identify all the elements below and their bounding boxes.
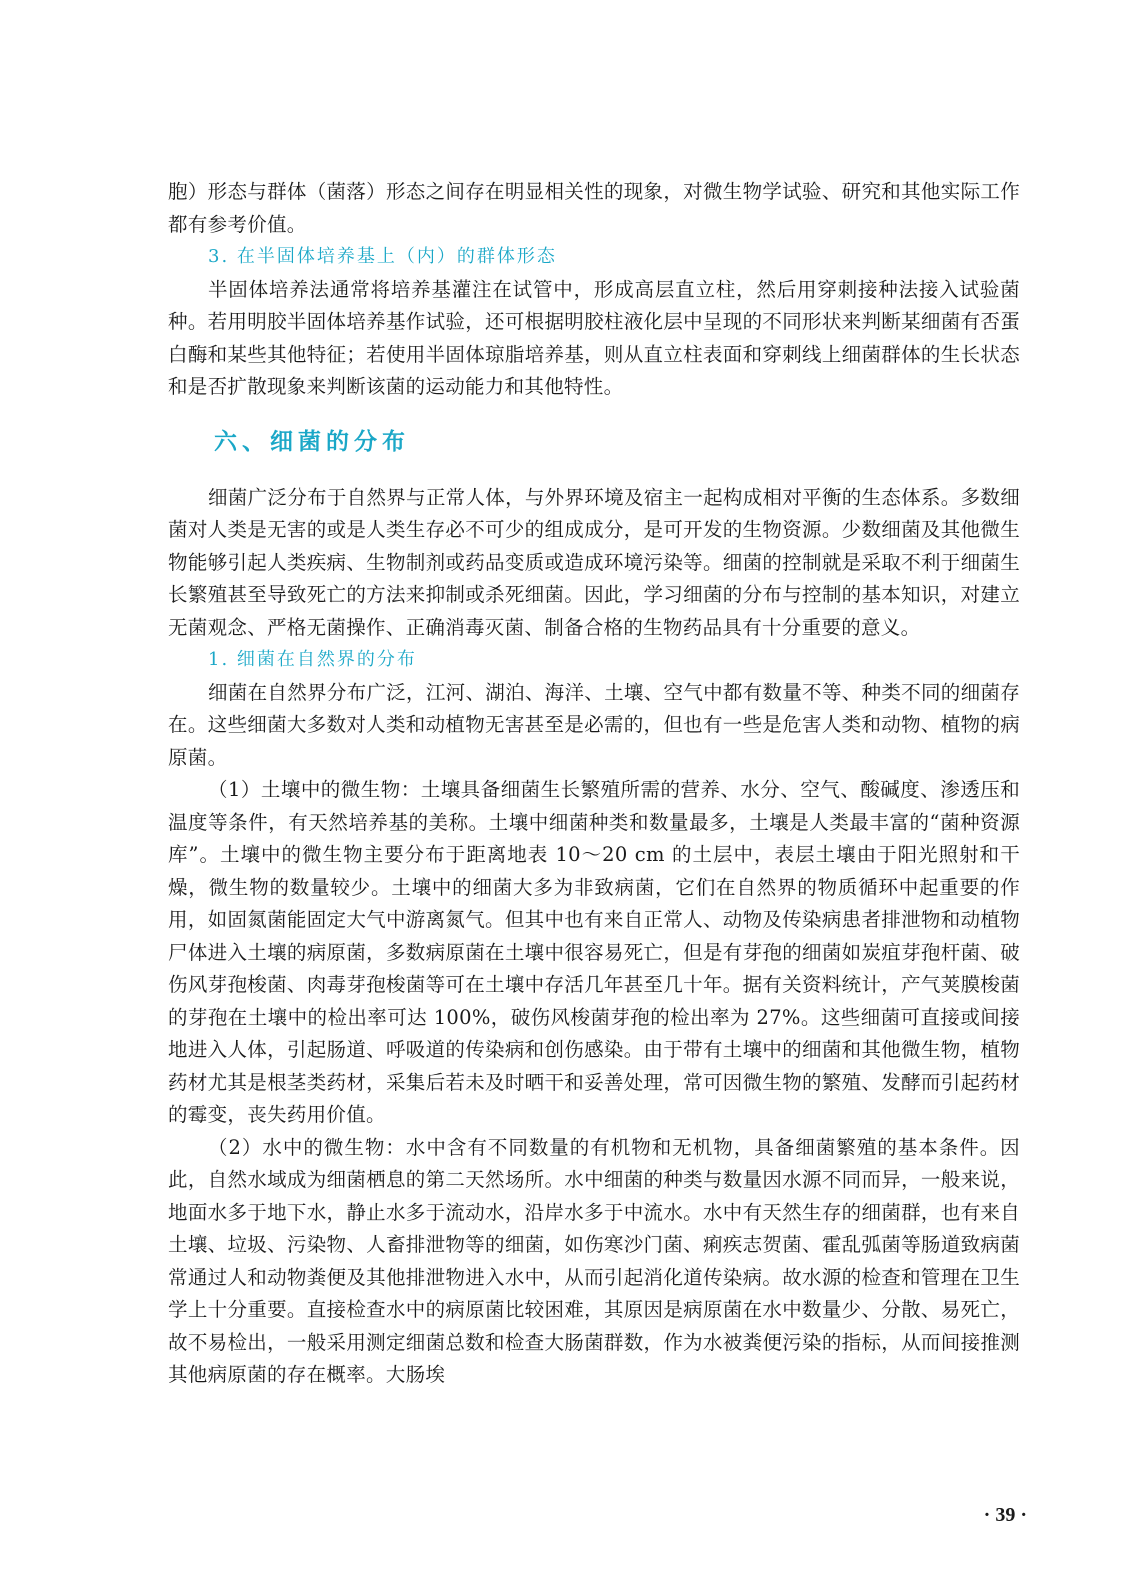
subheading-semisolid: 3. 在半固体培养基上（内）的群体形态 bbox=[208, 246, 557, 267]
paragraph-soil: （1）土壤中的微生物：土壤具备细菌生长繁殖所需的营养、水分、空气、酸碱度、渗透压和温度等条件，有天然培养基的美称。土壤中细菌种类和数量最多，土壤是人类最丰富的“菌种资源库”。土壤中的微生物主要分布于距离地表 10～20 cm 的土层中，表层土壤由于阳光照射和干燥，微生物的数量较少。土壤中的细菌大多为非致病菌，它们在自然界的物质循环中起重要的作用，如固氮菌能固定大气中游离氮气。但其中也有来自正常人、动物及传染病患者排泄物和动植物尸体进入土壤的病原菌，多数病原菌在土壤中很容易死亡，但是有芽孢的细菌如炭疽芽孢杆菌、破伤风芽孢梭菌、肉毒芽孢梭菌等可在土壤中存活几年甚至几十年。据有关资料统计，产气荚膜梭菌的芽孢在土壤中的检出率可达 100%，破伤风梭菌芽孢的检出率为 27%。这些细菌可直接或间接地进入人体，引起肠道、呼吸道的传染病和创伤感染。由于带有土壤中的细菌和其他微生物，植物药材尤其是根茎类药材，采集后若未及时晒干和妥善处理，常可因微生物的繁殖、发酵而引起药材的霉变，丧失药用价值。 bbox=[168, 778, 1020, 1126]
paragraph-nature: 细菌在自然界分布广泛，江河、湖泊、海洋、土壤、空气中都有数量不等、种类不同的细菌存在。这些细菌大多数对人类和动植物无害甚至是必需的，但也有一些是危害人类和动物、植物的病原菌。 bbox=[168, 680, 1020, 769]
section-title: 六、细菌的分布 bbox=[214, 428, 410, 455]
paragraph-water: （2）水中的微生物：水中含有不同数量的有机物和无机物，具备细菌繁殖的基本条件。因此，自然水域成为细菌栖息的第二天然场所。水中细菌的种类与数量因水源不同而异，一般来说，地面水多于地下水，静止水多于流动水，沿岸水多于中流水。水中有天然生存的细菌群，也有来自土壤、垃圾、污染物、人畜排泄物等的细菌，如伤寒沙门菌、痢疾志贺菌、霍乱弧菌等肠道致病菌常通过人和动物粪便及其他排泄物进入水中，从而引起消化道传染病。故水源的检查和管理在卫生学上十分重要。直接检查水中的病原菌比较困难，其原因是病原菌在水中数量少、分散、易死亡，故不易检出，一般采用测定细菌总数和检查大肠菌群数，作为水被粪便污染的指标，从而间接推测其他病原菌的存在概率。大肠埃 bbox=[168, 1135, 1020, 1386]
paragraph-intro: 细菌广泛分布于自然界与正常人体，与外界环境及宿主一起构成相对平衡的生态体系。多数细菌对人类是无害的或是人类生存必不可少的组成成分，是可开发的生物资源。少数细菌及其他微生物能够引起人类疾病、生物制剂或药品变质或造成环境污染等。细菌的控制就是采取不利于细菌生长繁殖甚至导致死亡的方法来抑制或杀死细菌。因此，学习细菌的分布与控制的基本知识，对建立无菌观念、严格无菌操作、正确消毒灭菌、制备合格的生物药品具有十分重要的意义。 bbox=[168, 485, 1020, 639]
paragraph-continuation: 胞）形态与群体（菌落）形态之间存在明显相关性的现象，对微生物学试验、研究和其他实际工作都有参考价值。 bbox=[168, 180, 1020, 236]
page-body bbox=[168, 176, 1020, 1392]
page-number: · 39 · bbox=[983, 1504, 1027, 1526]
paragraph-semisolid-culture: 半固体培养法通常将培养基灌注在试管中，形成高层直立柱，然后用穿刺接种法接入试验菌种。若用明胶半固体培养基作试验，还可根据明胶柱液化层中呈现的不同形状来判断某细菌有否蛋白酶和某些其他特征；若使用半固体琼脂培养基，则从直立柱表面和穿刺线上细菌群体的生长状态和是否扩散现象来判断该菌的运动能力和其他特性。 bbox=[168, 277, 1020, 398]
subheading-nature: 1. 细菌在自然界的分布 bbox=[208, 649, 417, 670]
